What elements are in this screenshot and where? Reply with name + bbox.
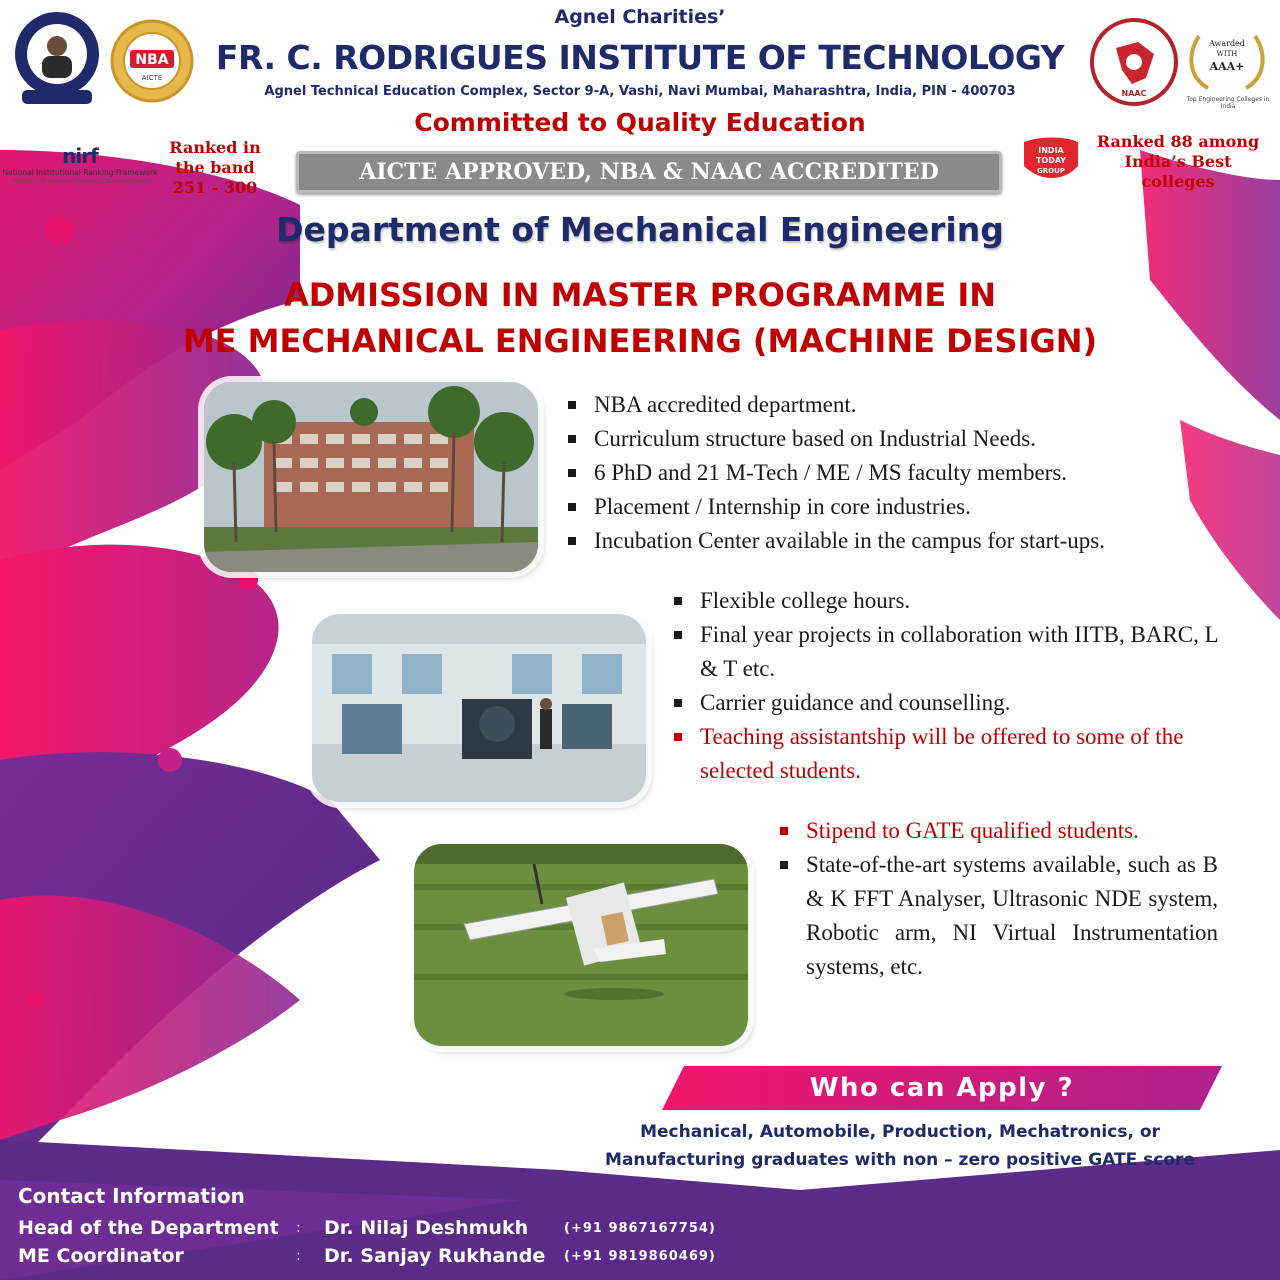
- aaa-line2: WITH: [1216, 50, 1238, 58]
- table-row: [18, 1214, 716, 1242]
- institute-address: Agnel Technical Education Complex, Sector 9-A, Vashi, Navi Mumbai, Maharashtra, India, PIN - 400703: [264, 84, 1016, 99]
- india-today-rank-line1: Ranked 88 among: [1096, 132, 1260, 151]
- india-today-rank: [1088, 132, 1268, 192]
- nba-logo-text: NBA: [135, 52, 169, 68]
- charities-name: Agnel Charities’: [554, 6, 726, 28]
- eligibility-text: [520, 1118, 1280, 1174]
- approved-banner: AICTE APPROVED, NBA & NAAC ACCREDITED: [296, 151, 1002, 193]
- list-item: Placement / Internship in core industries.: [566, 490, 1246, 524]
- tagline: Committed to Quality Education: [414, 108, 866, 137]
- list-item: NBA accredited department.: [566, 388, 1246, 422]
- features-list-1: [566, 388, 1246, 558]
- who-can-apply-heading: Who can Apply ?: [809, 1073, 1075, 1103]
- eligibility-line1: Mechanical, Automobile, Production, Mechatronics, or: [640, 1122, 1160, 1142]
- list-item: Teaching assistantship will be offered to some of the selected students.: [672, 720, 1220, 788]
- india-today-rank-line2: India’s Best: [1124, 152, 1232, 171]
- india-today-line3: GROUP: [1037, 167, 1065, 175]
- india-today-logo-icon: [1020, 136, 1082, 186]
- features-list-2: [672, 584, 1220, 788]
- contact-phone[interactable]: (+91 9819860469): [564, 1248, 716, 1264]
- institute-name: FR. C. RODRIGUES INSTITUTE OF TECHNOLOGY: [215, 38, 1065, 77]
- contact-role: ME Coordinator: [18, 1245, 184, 1267]
- list-item: Final year projects in collaboration with IITB, BARC, L & T etc.: [672, 618, 1220, 686]
- india-today-line1: INDIA: [1038, 146, 1064, 155]
- aaa-line3: AAA+: [1209, 60, 1245, 73]
- nirf-rank-line1: Ranked in: [169, 138, 261, 157]
- contact-phone[interactable]: (+91 9867167754): [564, 1220, 716, 1236]
- naac-logo-text: NAAC: [1121, 89, 1147, 98]
- table-row: [18, 1242, 716, 1270]
- list-item: Carrier guidance and counselling.: [672, 686, 1220, 720]
- aaa-caption: Top Engineering Colleges in India: [1186, 96, 1270, 110]
- laboratory-photo: [312, 614, 646, 802]
- india-today-rank-line3: colleges: [1141, 172, 1215, 191]
- contact-separator: :: [296, 1248, 301, 1264]
- contact-name: Dr. Nilaj Deshmukh: [324, 1217, 529, 1239]
- list-item: State-of-the-art systems available, such as B & K FFT Analyser, Ultrasonic NDE system, Robotic arm, NI Virtual Instrumentation systems, etc.: [778, 848, 1218, 984]
- contact-information: [18, 1184, 716, 1270]
- list-item: 6 PhD and 21 M-Tech / ME / MS faculty members.: [566, 456, 1246, 490]
- campus-photo: [204, 382, 538, 572]
- rc-aircraft-photo: [414, 844, 748, 1046]
- contact-separator: :: [296, 1220, 301, 1236]
- nirf-badge: [0, 144, 160, 186]
- nirf-rank-line3: 251 - 300: [172, 178, 258, 197]
- nirf-subcaption: Ministry of Human Resource Development: [11, 177, 149, 185]
- list-item: Stipend to GATE qualified students.: [778, 814, 1218, 848]
- india-today-line2: TODAY: [1035, 156, 1067, 165]
- nirf-rank-line2: the band: [175, 158, 255, 177]
- admission-title-line2: ME MECHANICAL ENGINEERING (MACHINE DESIGN): [182, 322, 1098, 360]
- department-title: Department of Mechanical Engineering: [276, 210, 1004, 249]
- nba-logo-subtext: AICTE: [141, 74, 163, 82]
- admission-title: [0, 272, 1280, 364]
- list-item: Incubation Center available in the campus for start-ups.: [566, 524, 1246, 558]
- contact-role: Head of the Department: [18, 1217, 279, 1239]
- admission-title-line1: ADMISSION IN MASTER PROGRAMME IN: [283, 276, 997, 314]
- contact-title: Contact Information: [18, 1184, 245, 1208]
- nirf-logo: nirf: [62, 144, 98, 168]
- contact-table: [18, 1214, 716, 1270]
- list-item: Curriculum structure based on Industrial Needs.: [566, 422, 1246, 456]
- features-list-3: [778, 814, 1218, 984]
- list-item: Flexible college hours.: [672, 584, 1220, 618]
- eligibility-line2: Manufacturing graduates with non – zero positive GATE score: [605, 1150, 1195, 1170]
- aaa-line1: Awarded: [1209, 39, 1245, 48]
- nirf-caption: National Institutional Ranking Framework: [2, 168, 158, 177]
- contact-name: Dr. Sanjay Rukhande: [324, 1245, 546, 1267]
- nirf-rank: [160, 138, 270, 198]
